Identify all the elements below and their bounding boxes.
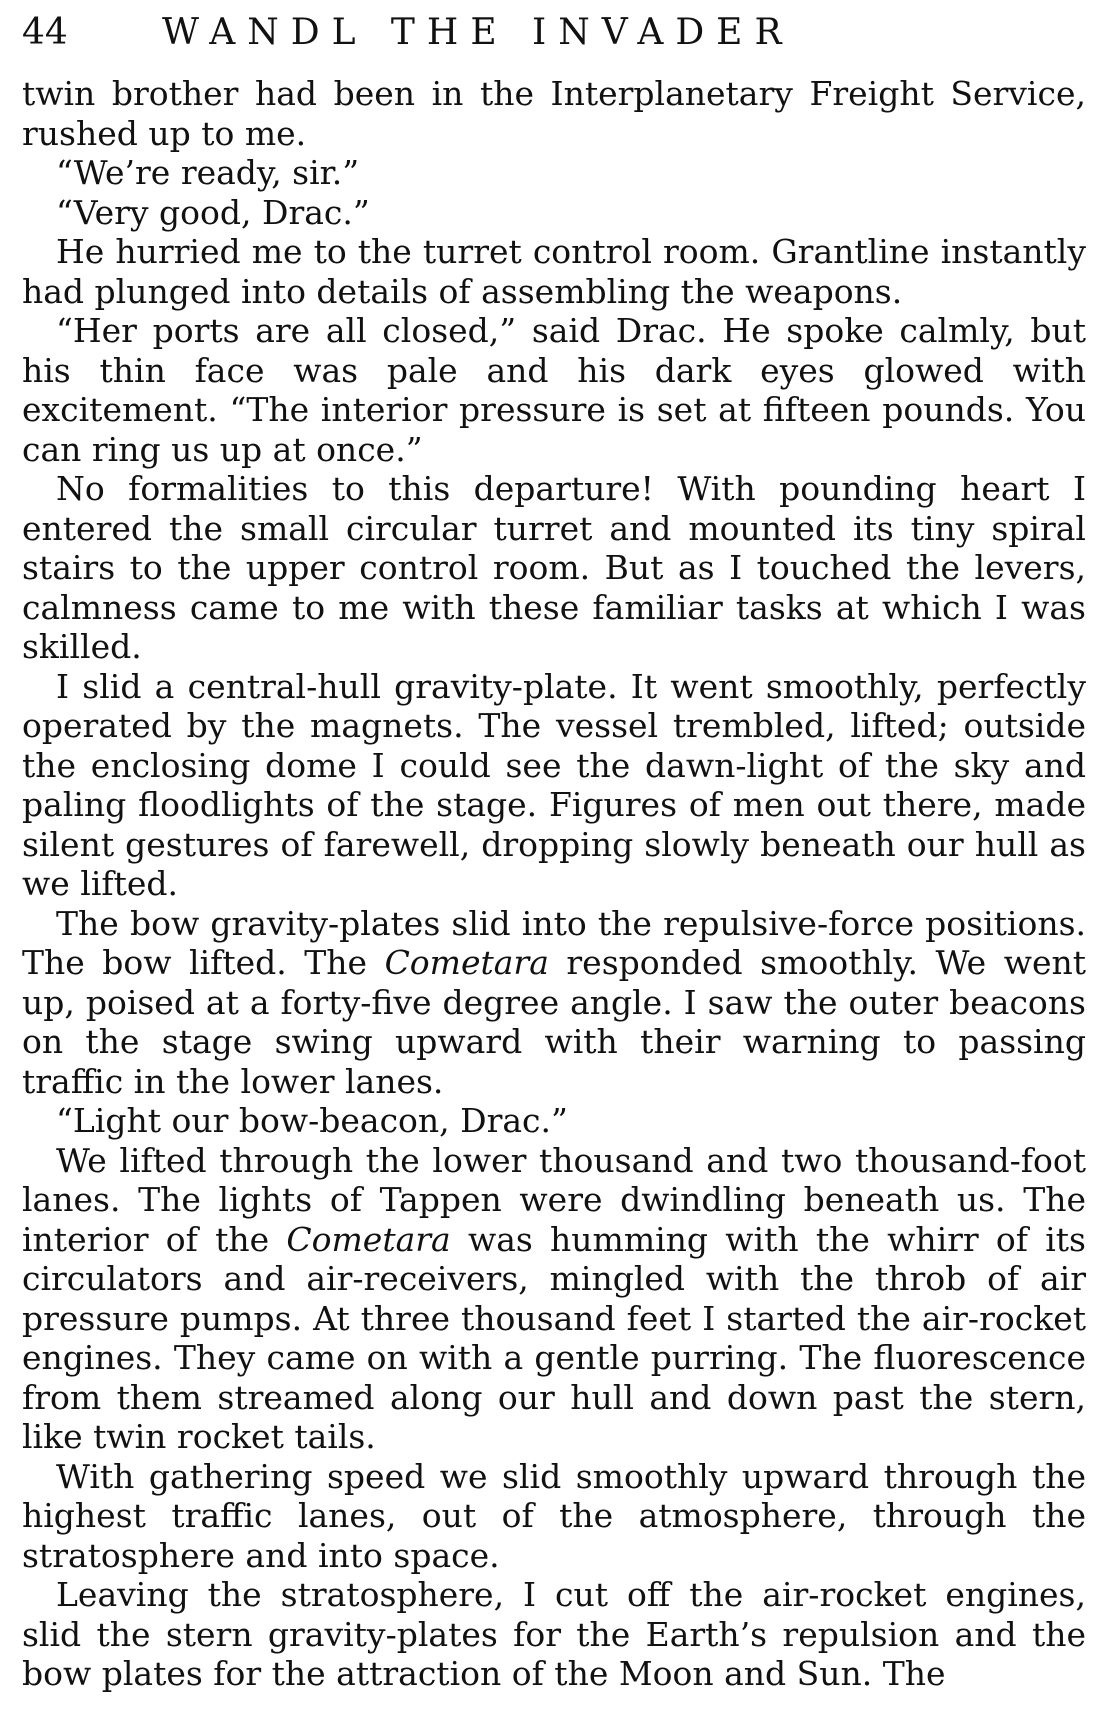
running-title: WANDL THE INVADER xyxy=(162,12,794,53)
paragraph: I slid a central-hull gravity-plate. It went smoothly, perfectly operated by the magnets. The vessel trembled, lifted; outside the enclosing dome I could see the dawn-light of the sky and paling floodlights of the stage. Figures of men out there, made silent gestures of farewell, dropping slowly beneath our hull as we lifted. xyxy=(22,666,1086,903)
paragraph-dialogue: “We’re ready, sir.” xyxy=(56,153,360,192)
paragraph: “Her ports are all closed,” said Drac. He spoke calmly, but his thin face was pale and his dark eyes glowed with excitement. “The interior pressure is set at fifteen pounds. You can ring us up at once.” xyxy=(22,311,1086,469)
paragraph: With gathering speed we slid smoothly upward through the highest traffic lanes, out of the atmosphere, through the stratosphere and into space. xyxy=(22,1456,1086,1575)
paragraph-dialogue: “Light our bow-beacon, Drac.” xyxy=(56,1101,568,1140)
page-number: 44 xyxy=(22,12,68,53)
running-head xyxy=(22,8,1082,58)
ship-name: Cometara xyxy=(286,1219,451,1259)
paragraph: Leaving the stratosphere, I cut off the air-rocket engines, slid the stern gravity-plates for the Earth’s repulsion and the bow plates for the attraction of the Moon and Sun. The xyxy=(22,1575,1086,1693)
paragraph-dialogue: “Very good, Drac.” xyxy=(56,192,370,232)
paragraph: No formalities to this departure! With pounding heart I entered the small circular turret and mounted its tiny spiral stairs to the upper control room. But as I touched the levers, calmness came to me with these familiar tasks at which I was skilled. xyxy=(22,469,1086,666)
paragraph: The bow gravity-plates slid into the repulsive-force positions. The bow lifted. The Cometara responded smoothly. We went up, poised at a forty-five degree angle. I saw the outer beacons on the stage swing upward with their warning to passing traffic in the lower lanes. xyxy=(22,903,1086,1101)
ship-name: Cometara xyxy=(384,943,549,982)
paragraph-continued: twin brother had been in the Interplanetary Freight Service, rushed up to me. xyxy=(22,74,1086,153)
paragraph: We lifted through the lower thousand and two thousand-foot lanes. The lights of Tappen were dwindling beneath us. The interior of the Cometara was humming with the whirr of its circulators and air-receivers, mingled with the throb of air pressure pumps. At three thousand feet I started the air-rocket engines. They came on with a gentle purring. The fluorescence from them streamed along our hull and down past the stern, like twin rocket tails. xyxy=(22,1140,1086,1456)
paragraph: He hurried me to the turret control room. Grantline instantly had plunged into details of assembling the weapons. xyxy=(22,232,1086,311)
body-text xyxy=(22,74,1086,1694)
